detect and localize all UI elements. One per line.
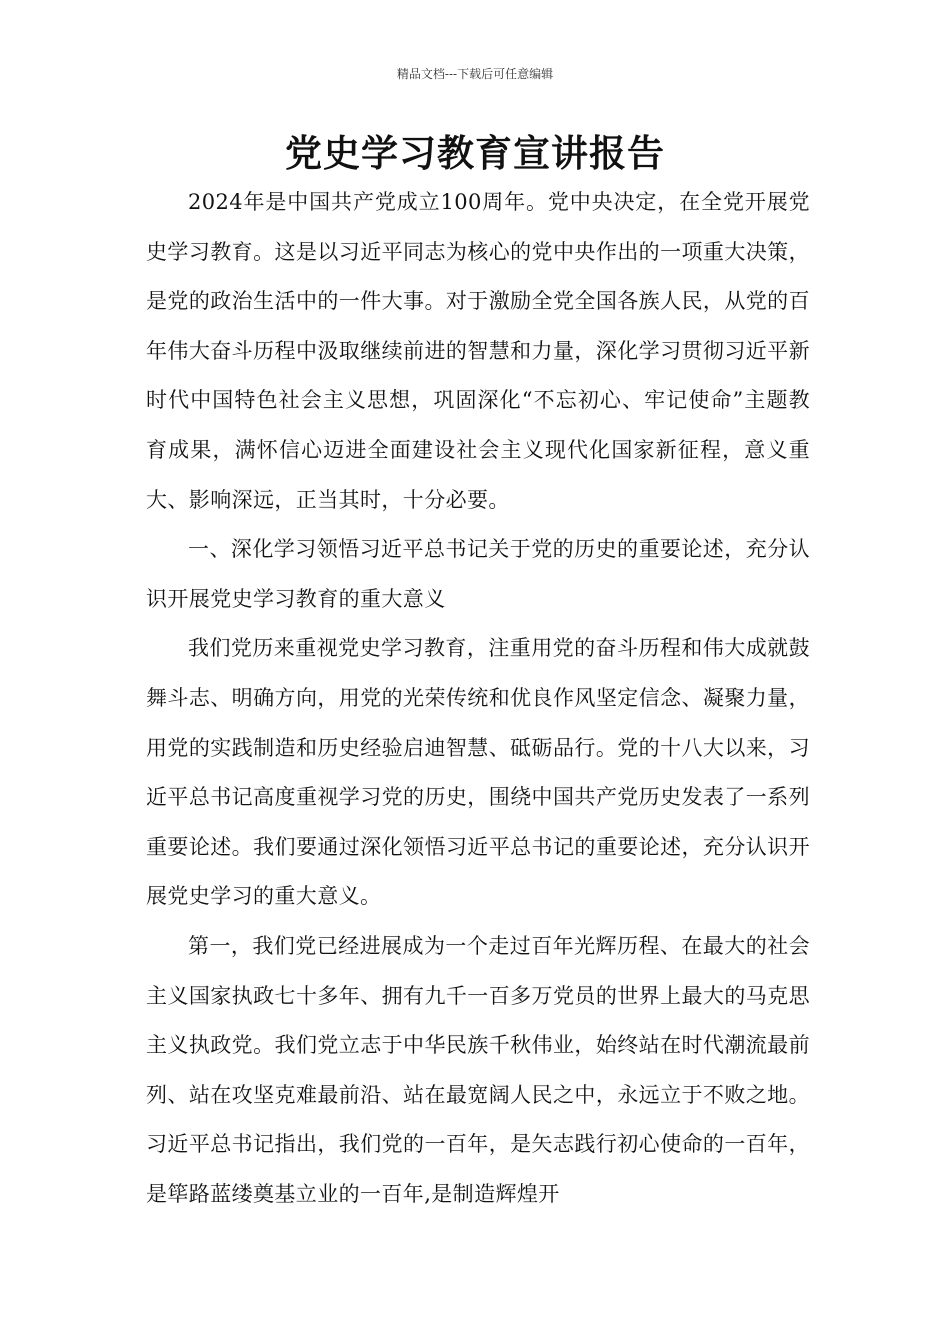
paragraph-intro: 2024年是中国共产党成立100周年。党中央决定，在全党开展党史学习教育。这是以习近平同志为核心的党中央作出的一项重大决策，是党的政治生活中的一件大事。对于激励全党全国各族人民，从党的百年伟大奋斗历程中汲取继续前进的智慧和力量，深化学习贯彻习近平新时代中国特色社会主义思想，巩固深化“不忘初心、牢记使命”主题教育成果，满怀信心迈进全面建设社会主义现代化国家新征程，意义重大、影响深远，正当其时，十分必要。 [146, 190, 810, 512]
paragraph-first-point: 第一，我们党已经进展成为一个走过百年光辉历程、在最大的社会主义国家执政七十多年、拥有九千一百多万党员的世界上最大的马克思主义执政党。我们党立志于中华民族千秋伟业，始终站在时代潮流最前列、站在攻坚克难最前沿、站在最宽阔人民之中，永远立于不败之地。习近平总书记指出，我们党的一百年，是矢志践行初心使命的一百年，是筚路蓝缕奠基立业的一百年,是制造辉煌开 [146, 933, 810, 1206]
document-body [146, 178, 810, 1219]
header-note: 精品文档---下载后可任意编辑 [396, 67, 554, 81]
document-title: 党史学习教育宣讲报告 [285, 131, 665, 175]
paragraph-section-heading: 一、深化学习领悟习近平总书记关于党的历史的重要论述，充分认识开展党史学习教育的重大意义 [146, 537, 810, 611]
paragraph-history-study: 我们党历来重视党史学习教育，注重用党的奋斗历程和伟大成就鼓舞斗志、明确方向，用党的光荣传统和优良作风坚定信念、凝聚力量，用党的实践制造和历史经验启迪智慧、砥砺品行。党的十八大以来，习近平总书记高度重视学习党的历史，围绕中国共产党历史发表了一系列重要论述。我们要通过深化领悟习近平总书记的重要论述，充分认识开展党史学习的重大意义。 [146, 636, 810, 909]
